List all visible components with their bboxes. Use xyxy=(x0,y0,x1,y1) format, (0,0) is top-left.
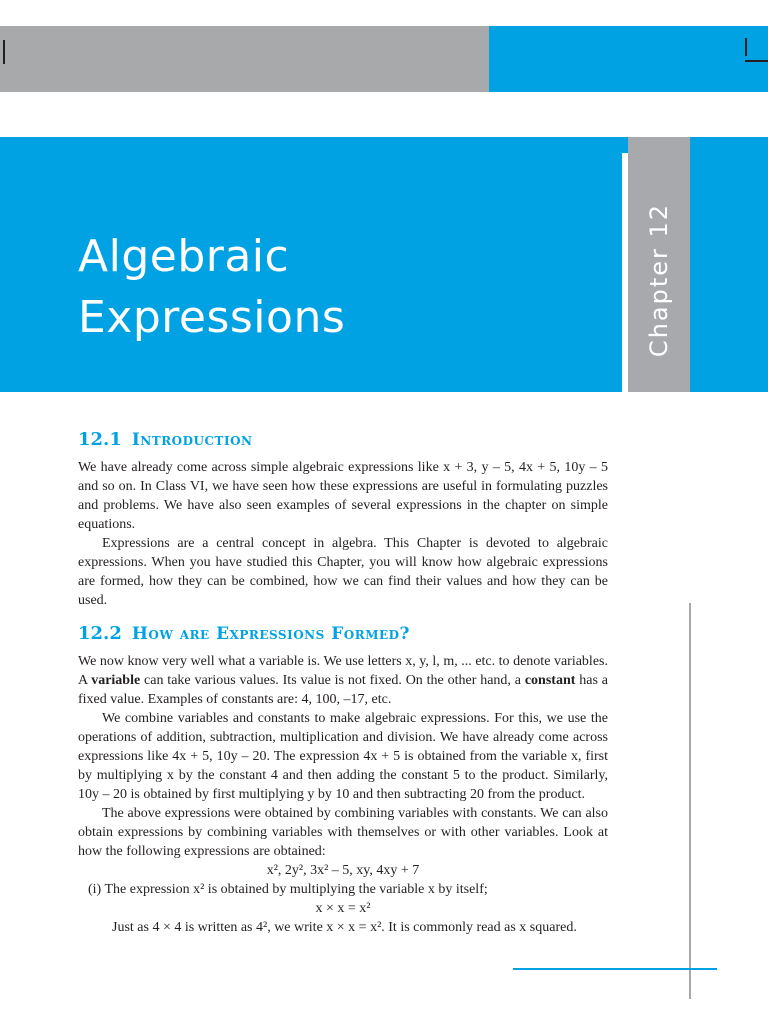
term-variable: variable xyxy=(91,673,141,688)
header-bar-gray xyxy=(0,26,489,92)
section-title: Introduction xyxy=(131,430,253,450)
equation: x × x = x² xyxy=(315,901,371,916)
paragraph: We combine variables and constants to make algebraic expressions. For this, we use the operations of addition, subtraction, multiplication and division. We have already come across expressions like 4x + 5, 10y – 20. The expression 4x + 5 is obtained from the variable x, first by multiplying x by the constant 4 and then adding the constant 5 to the product. Similarly, 10y – 20 is obtained by first multiplying y by 10 and then subtracting 20 from the product. xyxy=(78,711,608,802)
page-content xyxy=(78,428,608,937)
section-title: How are Expressions Formed? xyxy=(131,624,410,644)
crop-mark-left xyxy=(3,40,5,64)
section-heading-expressions-formed xyxy=(78,622,608,646)
paragraph: Expressions are a central concept in algebra. This Chapter is devoted to algebraic expressions. When you have studied this Chapter, you will know how algebraic expressions are formed, how they can be combined, how we can find their values and how they can be used. xyxy=(78,536,608,608)
section-heading-introduction xyxy=(78,428,608,452)
expression-list: x², 2y², 3x² – 5, xy, 4xy + 7 xyxy=(266,863,420,878)
crop-mark-right xyxy=(745,38,747,56)
chapter-title-line1: Algebraic xyxy=(78,231,290,282)
section-number: 12.2 xyxy=(78,623,122,644)
paragraph: Just as 4 × 4 is written as 4², we write x × x = x². It is commonly read as x squared. xyxy=(112,920,577,935)
crop-mark-right-horizontal xyxy=(745,60,768,62)
term-constant: constant xyxy=(524,673,576,688)
header-bar-blue xyxy=(489,26,768,92)
chapter-title xyxy=(78,226,345,348)
footer-rule xyxy=(513,968,717,970)
section-number: 12.1 xyxy=(78,429,122,450)
paragraph: We have already come across simple algebraic expressions like x + 3, y – 5, 4x + 5, 10y – 5 and so on. In Class VI, we have seen how these expressions are useful in formulating puzzles and problems. We have also seen examples of several expressions in the chapter on simple equations. xyxy=(78,460,608,532)
paragraph xyxy=(78,652,608,709)
chapter-label: Chapter 12 xyxy=(645,202,673,358)
text-run: has a fixed value. Examples of constants are: 4, 100, –17, etc. xyxy=(78,673,608,707)
text-run: We now know very well what a variable is. We use letters x, y, l, m, ... etc. to denote variables. A xyxy=(78,654,608,688)
chapter-tab-divider xyxy=(622,153,628,392)
text-run: can take various values. Its value is not fixed. On the other hand, a xyxy=(140,673,525,688)
paragraph: The above expressions were obtained by combining variables with constants. We can also obtain expressions by combining variables with themselves or with other variables. Look at how the following expressions are obtained: xyxy=(78,806,608,859)
margin-rule xyxy=(689,603,691,999)
list-item: (i) The expression x² is obtained by multiplying the variable x by itself; xyxy=(88,882,488,897)
chapter-title-line2: Expressions xyxy=(78,292,346,343)
